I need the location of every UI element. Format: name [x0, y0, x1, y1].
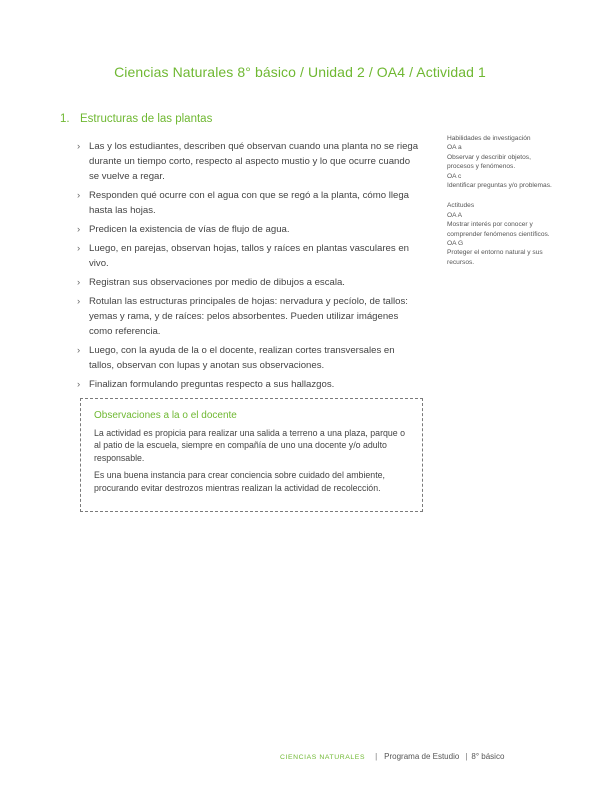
chevron-right-icon: ›	[77, 190, 81, 201]
list-item-text: Luego, con la ayuda de la o el docente, realizan cortes transversales en tallos, observan con lupas y anotan sus observaciones.	[89, 345, 395, 371]
list-item-text: Finalizan formulando preguntas respecto a sus hallazgos.	[89, 379, 335, 390]
page-title: Ciencias Naturales 8° básico / Unidad 2 / OA4 / Actividad 1	[114, 64, 486, 80]
list-item-text: Responden qué ocurre con el agua con que se regó a la planta, cómo llega hasta las hojas.	[89, 190, 410, 216]
list-item-text: Luego, en parejas, observan hojas, tallos y raíces en plantas vasculares en vivo.	[89, 243, 409, 269]
footer-divider: |	[375, 752, 378, 761]
skill-text: Observar y describir objetos, procesos y fenómenos.	[447, 153, 531, 171]
activity-steps-list	[77, 139, 422, 396]
section-number: 1.	[60, 113, 70, 125]
skill-code: OA a	[447, 144, 462, 152]
list-item	[77, 343, 422, 373]
list-item	[77, 139, 422, 184]
section-title: Estructuras de las plantas	[80, 113, 213, 125]
attitude-code: OA A	[447, 211, 463, 219]
list-item-text: Las y los estudiantes, describen qué observan cuando una planta no se riega durante un tiempo corto, respecto al aspecto mustio y lo que ocurre cuando se vuelve a regar.	[89, 141, 419, 182]
attitude-code: OA G	[447, 240, 464, 248]
list-item-text: Registran sus observaciones por medio de dibujos a escala.	[89, 277, 345, 288]
teacher-notes-box	[80, 398, 423, 512]
objectives-sidebar	[447, 134, 552, 278]
list-item	[77, 377, 422, 392]
teacher-notes-title: Observaciones a la o el docente	[94, 410, 237, 421]
chevron-right-icon: ›	[77, 224, 81, 235]
section-heading	[60, 113, 212, 125]
chevron-right-icon: ›	[77, 141, 81, 152]
skill-text: Identificar preguntas y/o problemas.	[447, 182, 552, 190]
list-item	[77, 188, 422, 218]
attitudes-heading: Actitudes	[447, 202, 475, 210]
chevron-right-icon: ›	[77, 345, 81, 356]
skill-code: OA c	[447, 172, 462, 180]
list-item	[77, 275, 422, 290]
list-item	[77, 222, 422, 237]
footer-subject: CIENCIAS NATURALES	[280, 754, 366, 761]
attitudes-group	[447, 201, 552, 267]
footer-program: Programa de Estudio	[384, 752, 460, 761]
teacher-note-paragraph: La actividad es propicia para realizar una salida a terreno a una plaza, parque o al patio de la escuela, siempre en compañía de uno una docente y/o adulto responsable.	[94, 428, 406, 463]
chevron-right-icon: ›	[77, 277, 81, 288]
chevron-right-icon: ›	[77, 296, 81, 307]
skills-heading: Habilidades de investigación	[447, 135, 531, 142]
list-item-text: Predicen la existencia de vías de flujo de agua.	[89, 224, 290, 235]
attitude-text: Proteger el entorno natural y sus recursos.	[447, 249, 543, 266]
attitude-text: Mostrar interés por conocer y comprender fenómenos científicos.	[447, 221, 550, 238]
skills-group	[447, 134, 552, 190]
footer-grade: 8° básico	[471, 752, 505, 761]
list-item-text: Rotulan las estructuras principales de hojas: nervadura y pecíolo, de tallos: yemas y rama, y de raíces: pelos absorbentes. Pueden utilizar imágenes como referencia.	[89, 296, 408, 337]
chevron-right-icon: ›	[77, 243, 81, 254]
list-item	[77, 241, 422, 271]
list-item	[77, 294, 422, 339]
page-footer	[280, 752, 504, 761]
footer-divider: |	[465, 752, 468, 761]
chevron-right-icon: ›	[77, 379, 81, 390]
teacher-note-paragraph: Es una buena instancia para crear conciencia sobre cuidado del ambiente, procurando evitar destrozos mientras realizan la actividad de recolección.	[94, 470, 385, 493]
